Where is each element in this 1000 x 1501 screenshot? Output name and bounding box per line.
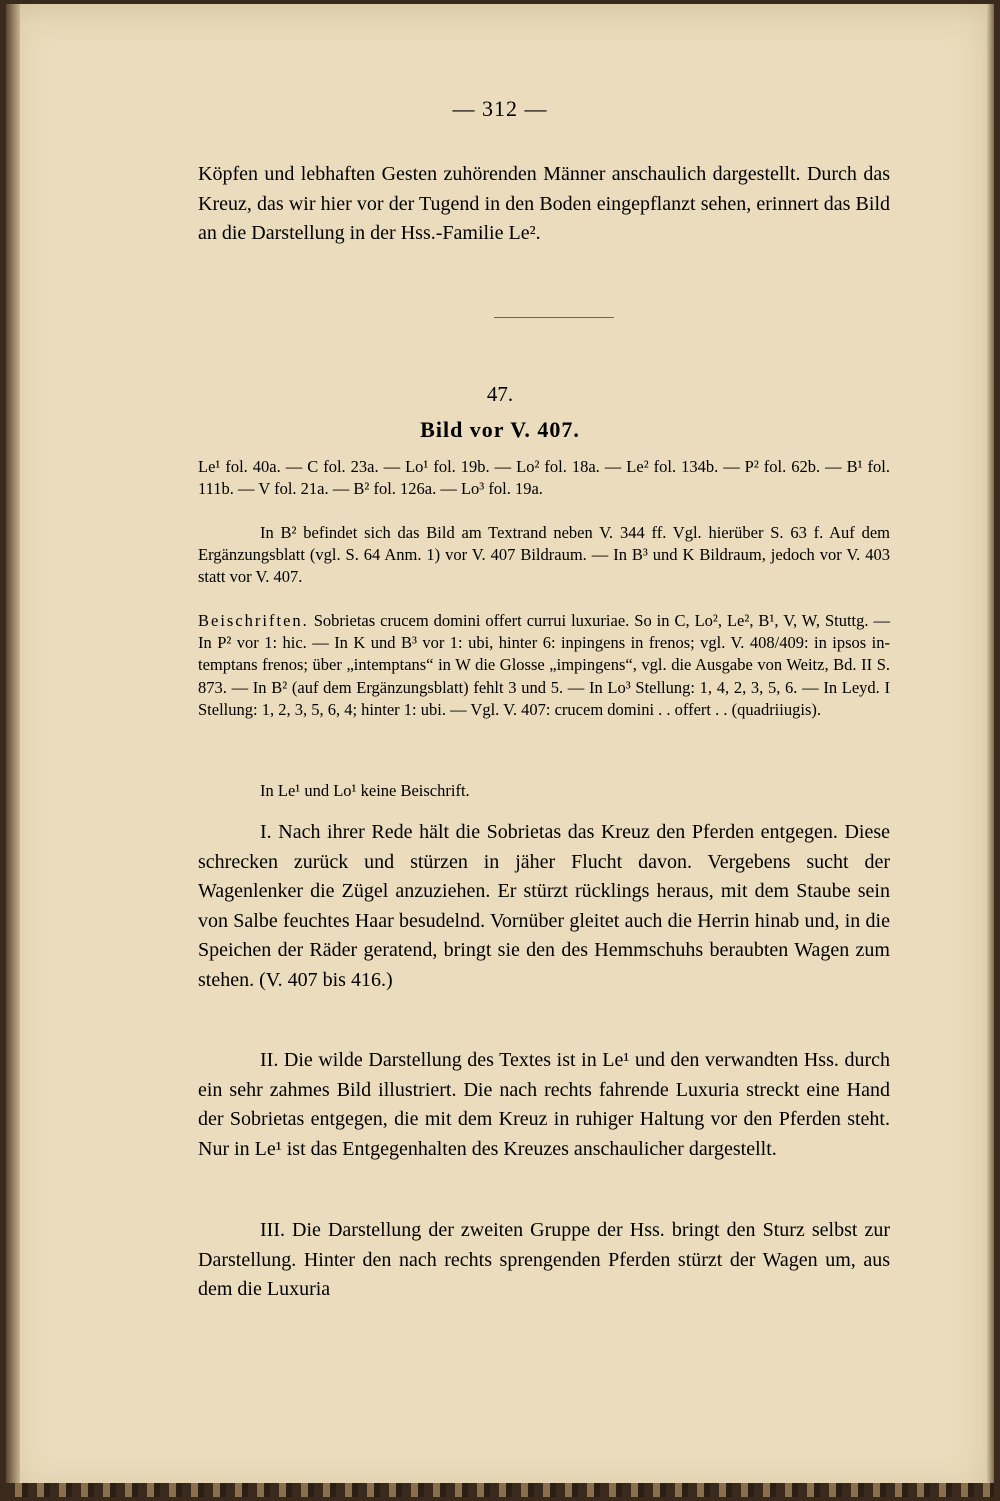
- note-le1: In Le¹ und Lo¹ keine Beischrift.: [260, 781, 470, 800]
- manuscript-sources: Le¹ fol. 40a. — C fol. 23a. — Lo¹ fol. 19b. — Lo² fol. 18a. — Le² fol. 134b. — P² fol. 62b. — B¹ fol. 111b. — V fol. 21a. — B² fol. 126a. — Lo³ fol. 19a.: [198, 457, 890, 499]
- paragraph-2: II. Die wilde Darstellung des Textes ist in Le¹ und den verwandten Hss. durch ein sehr zahmes Bild illustriert. Die nach rechts fahrende Luxuria streckt eine Hand der Sobrietas entgegen, die mit dem Kreuz in ruhiger Haltung vor den Pferden steht. Nur in Le¹ ist das Entgegenhalten des Kreuzes anschaulicher dargestellt.: [198, 1049, 890, 1160]
- page-edge: [986, 4, 994, 1497]
- intro-paragraph: Köpfen und lebhaften Gesten zuhörenden Männer anschaulich dargestellt. Durch das Kreuz, das wir hier vor der Tugend in den Boden eingepflanzt sehen, erinnert das Bild an die Darstellung in der Hss.-Familie Le².: [198, 163, 890, 244]
- beischriften-block: [198, 610, 890, 721]
- section-number: 47.: [486, 382, 514, 406]
- bottom-border: [6, 1483, 994, 1497]
- note-b2: In B² befindet sich das Bild am Textrand neben V. 344 ff. Vgl. hierüber S. 63 f. Auf dem Ergänzungsblatt (vgl. S. 64 Anm. 1) vor V. 407 Bildraum. — In B³ und K Bildraum, jedoch vor V. 403 statt vor V. 407.: [198, 523, 890, 587]
- paragraph-3: III. Die Darstellung der zweiten Gruppe der Hss. bringt den Sturz selbst zur Darstellung. Hinter den nach rechts sprengenden Pferden stürzt der Wagen um, aus dem die Luxuria: [198, 1219, 890, 1300]
- section-divider: [494, 317, 614, 318]
- paragraph-1: I. Nach ihrer Rede hält die Sobrietas das Kreuz den Pferden entgegen. Diese schrecken zurück und stürzen in jäher Flucht davon. Vergebens sucht der Wagenlenker die Zügel anzuziehen. Er stürzt rücklings heraus, mit dem Staube sein von Salbe feuchtes Haar besudelnd. Vornüber gleitet auch die Herrin hinab und, in die Speichen der Räder geratend, bringt sie den des Hemmschuhs beraubten Wagen zum stehen. (V. 407 bis 416.): [198, 821, 890, 991]
- beischriften-text: Sobrietas crucem domini offert currui luxuriae. So in C, Lo², Le², B¹, V, W, Stuttg. — In P² vor 1: hic. — In K und B³ vor 1: ubi, hinter 6: inpingens in frenos; vgl. V. 408/409: in ipsos in-temptans frenos; über „intemptans“ in W die Glosse „impingens“, vgl. die Ausgabe von Weitz, Bd. II S. 873. — In B² (auf dem Ergänzungsblatt) fehlt 3 und 5. — In Lo³ Stellung: 1, 4, 2, 3, 5, 6. — In Leyd. I Stellung: 1, 2, 3, 5, 6, 4; hinter 1: ubi. — Vgl. V. 407: crucem domini . . offert . . (quadriiugis).: [198, 611, 890, 719]
- page-number: — 312 —: [452, 96, 548, 121]
- book-spine: [6, 4, 20, 1497]
- section-title: Bild vor V. 407.: [420, 417, 580, 442]
- beischriften-label: Beischriften.: [198, 611, 309, 630]
